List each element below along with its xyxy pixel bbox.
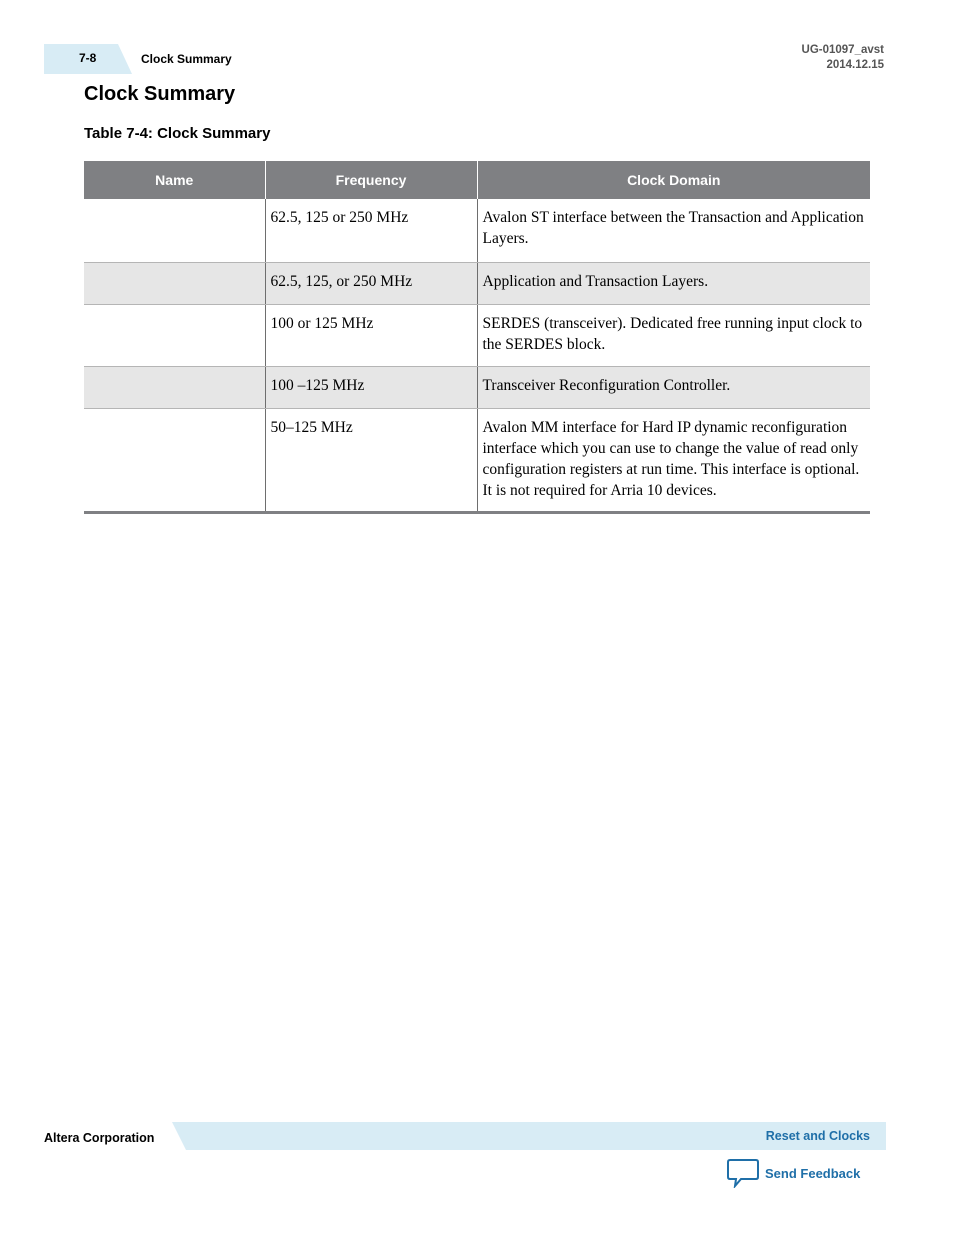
clock-domain-cell: Transceiver Reconfiguration Controller. xyxy=(477,366,870,408)
clock-domain-cell: SERDES (transceiver). Dedicated free running input clock to the SERDES block. xyxy=(477,304,870,366)
column-header-frequency: Frequency xyxy=(265,161,477,199)
table-row xyxy=(84,408,870,512)
send-feedback-link[interactable] xyxy=(727,1158,860,1188)
frequency-cell: 62.5, 125 or 250 MHz xyxy=(265,199,477,262)
name-cell xyxy=(84,408,265,512)
section-title: Clock Summary xyxy=(84,83,236,105)
clock-domain-cell: Avalon ST interface between the Transaction and Application Layers. xyxy=(477,199,870,262)
chapter-link[interactable]: Reset and Clocks xyxy=(765,1129,870,1143)
table-caption: Table 7-4: Clock Summary xyxy=(84,125,271,142)
table-row xyxy=(84,304,870,366)
frequency-cell: 62.5, 125, or 250 MHz xyxy=(265,262,477,304)
doc-info xyxy=(802,43,884,73)
page-number: 7-8 xyxy=(79,51,97,65)
clock-summary-table xyxy=(84,161,870,514)
column-header-clock-domain: Clock Domain xyxy=(477,161,870,199)
speech-bubble-icon xyxy=(727,1158,759,1188)
frequency-cell: 100 or 125 MHz xyxy=(265,304,477,366)
table-row xyxy=(84,366,870,408)
doc-id: UG-01097_avst xyxy=(801,44,884,56)
footer-company: Altera Corporation xyxy=(44,1131,155,1145)
table-row xyxy=(84,262,870,304)
send-feedback-label: Send Feedback xyxy=(765,1165,861,1181)
clock-domain-cell: Application and Transaction Layers. xyxy=(477,262,870,304)
header-section-title: Clock Summary xyxy=(141,52,232,66)
name-cell xyxy=(84,199,265,262)
name-cell xyxy=(84,304,265,366)
frequency-cell: 50–125 MHz xyxy=(265,408,477,512)
name-cell xyxy=(84,262,265,304)
table-header-row xyxy=(84,161,870,199)
column-header-name: Name xyxy=(84,161,265,199)
name-cell xyxy=(84,366,265,408)
clock-domain-cell: Avalon MM interface for Hard IP dynamic reconfiguration interface which you can use to change the value of read only configuration registers at run time. This interface is optional. It is not required for Arria 10 devices. xyxy=(477,408,870,512)
doc-date: 2014.12.15 xyxy=(826,59,884,71)
frequency-cell: 100 –125 MHz xyxy=(265,366,477,408)
table-row xyxy=(84,199,870,262)
